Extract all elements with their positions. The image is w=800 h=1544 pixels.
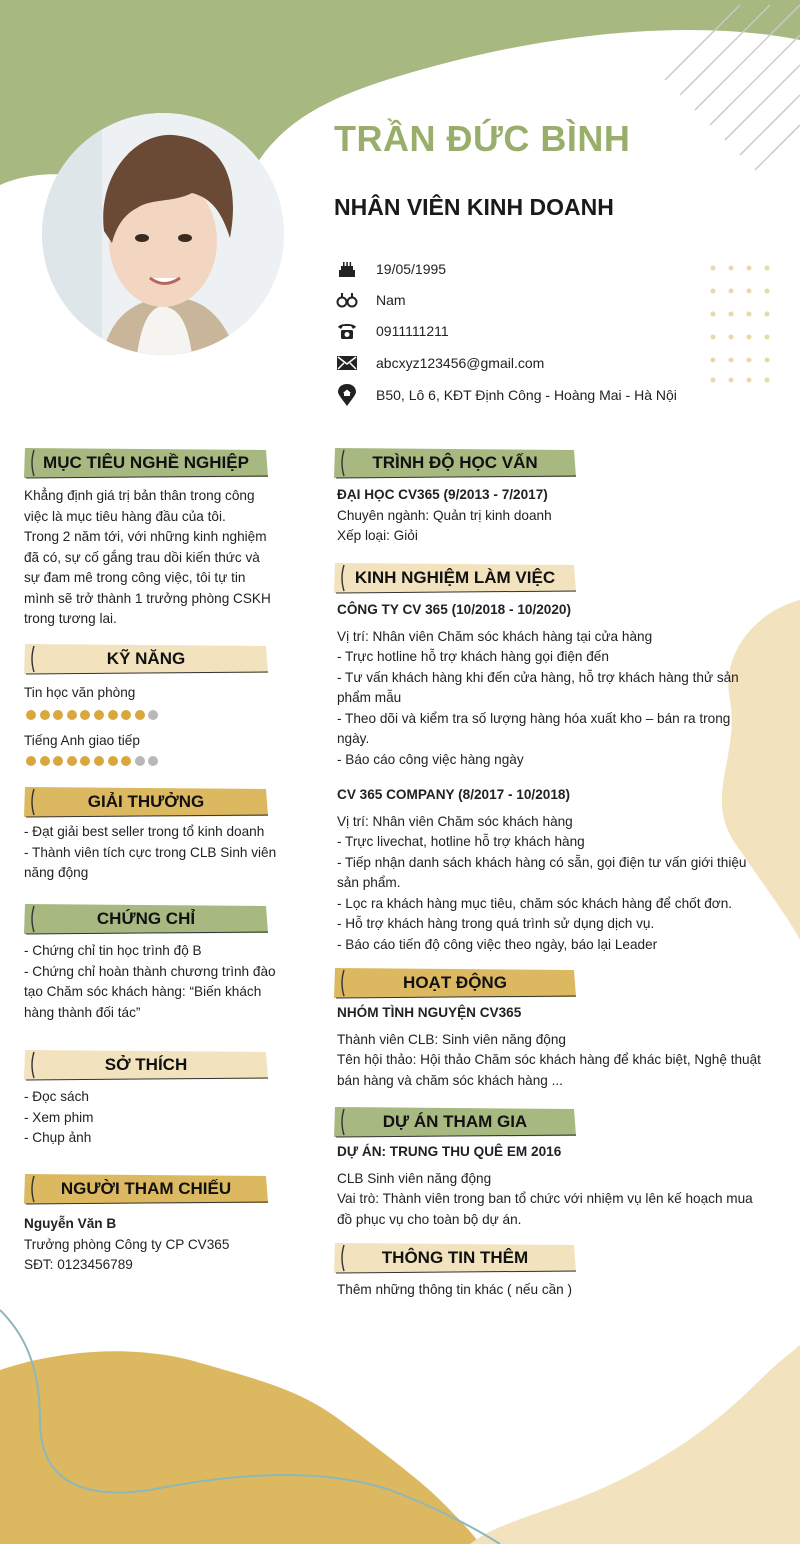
projects-text: DỰ ÁN: TRUNG THU QUÊ EM 2016 CLB Sinh viên năng động Vai trò: Thành viên trong ban tổ chức với nhiệm vụ lên kế hoạch mua đồ phục vụ cho toàn bộ dự án. <box>337 1144 753 1227</box>
gender-text: Nam <box>376 292 406 308</box>
dot-grid-decoration <box>708 262 778 392</box>
info-phone <box>336 319 449 343</box>
job-title: NHÂN VIÊN KINH DOANH <box>334 194 614 220</box>
skill-rating-english <box>26 756 158 766</box>
section-header-certificates <box>22 902 270 936</box>
section-header-projects <box>332 1105 578 1139</box>
certificates-text: - Chứng chỉ tin học trình độ B - Chứng chỉ hoàn thành chương trình đào tạo Chăm sóc khách hàng: “Biến khách hàng thành đối tác” <box>24 943 276 1020</box>
section-header-activities <box>332 966 578 1000</box>
location-pin-icon <box>336 384 358 406</box>
telephone-icon <box>336 320 358 342</box>
activities-text: NHÓM TÌNH NGUYỆN CV365 Thành viên CLB: Sinh viên năng động Tên hội thảo: Hội thảo Chăm sóc khách hàng để khác biệt, Nghệ thuật bán hàng và chăm sóc khách hàng ... <box>337 1005 761 1088</box>
info-gender <box>336 288 406 312</box>
profile-photo <box>42 113 284 355</box>
gender-icon <box>336 289 358 311</box>
section-title: THÔNG TIN THÊM <box>381 1248 529 1267</box>
section-title: SỞ THÍCH <box>104 1055 188 1074</box>
objective-text: Khẳng định giá trị bản thân trong công việc là mục tiêu hàng đầu của tôi. Trong 2 năm tới, với những kinh nghiệm đã có, sự cố gắng trau dồi kiến thức và sự đam mê trong công việc, tôi tự tin mình sẽ trở thành 1 trưởng phòng CSKH trong tương lai. <box>24 488 271 626</box>
experience-job-1: CÔNG TY CV 365 (10/2018 - 10/2020) Vị trí: Nhân viên Chăm sóc khách hàng tại cửa hàng - Trực hotline hỗ trợ khách hàng gọi điện đến - Tư vấn khách hàng khi đến cửa hàng, hỗ trợ khách hàng thử sản phẩm mẫu - Theo dõi và kiểm tra số lượng hàng hóa xuất kho – bán ra trong ngày. - Báo cáo công việc hàng ngày <box>337 602 739 767</box>
info-birthday <box>336 257 446 281</box>
awards-text: - Đạt giải best seller trong tổ kinh doanh - Thành viên tích cực trong CLB Sinh viên năng động <box>24 824 277 880</box>
experience-job-2: CV 365 COMPANY (8/2017 - 10/2018) Vị trí: Nhân viên Chăm sóc khách hàng - Trực livechat, hotline hỗ trợ khách hàng - Tiếp nhận danh sách khách hàng có sẵn, gọi điện tư vấn giới thiệu sản phẩm. - Lọc ra khách hàng mục tiêu, chăm sóc khách hàng để chốt đơn. - Hỗ trợ khách hàng trong quá trình sử dụng dịch vụ. - Báo cáo tiến độ công việc theo ngày, báo lại Leader <box>337 787 747 952</box>
section-header-awards <box>22 785 270 819</box>
section-header-more-info <box>332 1241 578 1275</box>
section-header-skills <box>22 642 270 676</box>
section-title: KINH NGHIỆM LÀM VIỆC <box>354 568 556 587</box>
birthday-cake-icon <box>336 258 358 280</box>
section-title: NGƯỜI THAM CHIẾU <box>60 1179 232 1198</box>
address-text: B50, Lô 6, KĐT Định Công - Hoàng Mai - Hà Nội <box>376 387 677 403</box>
section-header-experience <box>332 561 578 595</box>
bottom-cream-blob <box>470 1345 800 1544</box>
hobbies-text: - Đọc sách - Xem phim - Chụp ảnh <box>24 1089 94 1145</box>
skill-label: Tiếng Anh giao tiếp <box>24 733 140 748</box>
section-title: CHỨNG CHỈ <box>96 909 196 928</box>
info-email <box>336 351 544 375</box>
more-info-text: Thêm những thông tin khác ( nếu cần ) <box>337 1282 573 1297</box>
section-title: MỤC TIÊU NGHỀ NGHIỆP <box>43 453 249 472</box>
candidate-name: TRẦN ĐỨC BÌNH <box>334 118 631 159</box>
bottom-gold-blob <box>0 1351 480 1544</box>
section-header-objective <box>22 446 270 480</box>
info-address <box>336 383 677 407</box>
skill-label: Tin học văn phòng <box>24 685 136 700</box>
section-title: GIẢI THƯỞNG <box>87 792 205 811</box>
email-text: abcxyz123456@gmail.com <box>376 355 545 371</box>
section-title: KỸ NĂNG <box>106 649 186 668</box>
section-title: DỰ ÁN THAM GIA <box>382 1112 528 1131</box>
section-header-hobbies <box>22 1048 270 1082</box>
section-title: TRÌNH ĐỘ HỌC VẤN <box>372 453 538 472</box>
section-header-references <box>22 1172 270 1206</box>
envelope-icon <box>336 352 358 374</box>
phone-text: 0911111211 <box>376 323 449 339</box>
section-title: HOẠT ĐỘNG <box>403 973 507 992</box>
reference-name: Nguyễn Văn B <box>24 1216 117 1231</box>
section-header-education <box>332 446 578 480</box>
education-text: ĐẠI HỌC CV365 (9/2013 - 7/2017) Chuyên ngành: Quản trị kinh doanh Xếp loại: Giỏi <box>337 487 552 543</box>
skill-rating-office <box>26 710 158 720</box>
references-text: Nguyễn Văn B Trưởng phòng Công ty CP CV365 SĐT: 0123456789 <box>24 1216 230 1272</box>
birthday-text: 19/05/1995 <box>376 261 447 277</box>
